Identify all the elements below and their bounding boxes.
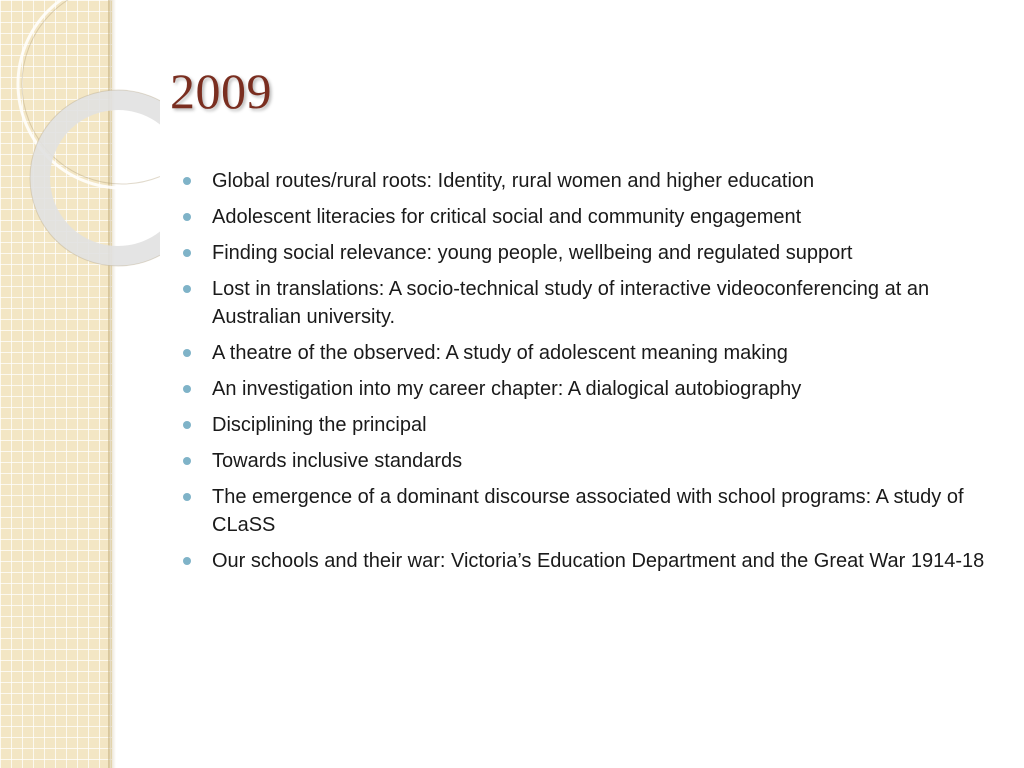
bullet-text: Finding social relevance: young people, wellbeing and regulated support <box>212 242 853 264</box>
list-item <box>180 167 1000 195</box>
bullet-icon <box>183 213 191 221</box>
list-item <box>180 411 1000 439</box>
list-item <box>180 203 1000 231</box>
list-item <box>180 275 1000 331</box>
bullet-text: The emergence of a dominant discourse associated with school programs: A study of CLaSS <box>212 486 964 536</box>
bullet-icon <box>183 457 191 465</box>
bullet-text: An investigation into my career chapter: A dialogical autobiography <box>212 378 802 400</box>
bullet-icon <box>183 493 191 501</box>
bullet-icon <box>183 177 191 185</box>
bullet-text: Global routes/rural roots: Identity, rural women and higher education <box>212 170 815 192</box>
bullet-list <box>180 167 1000 583</box>
bullet-text: Disciplining the principal <box>212 414 427 436</box>
bullet-text: Adolescent literacies for critical social and community engagement <box>212 206 802 228</box>
bullet-icon <box>183 557 191 565</box>
bullet-icon <box>183 285 191 293</box>
list-item <box>180 239 1000 267</box>
bullet-icon <box>183 349 191 357</box>
list-item <box>180 447 1000 475</box>
bullet-icon <box>183 385 191 393</box>
list-item <box>180 339 1000 367</box>
list-item <box>180 375 1000 403</box>
list-item <box>180 483 1000 539</box>
bullet-text: Lost in translations: A socio-technical study of interactive videoconferencing at an Australian university. <box>212 278 930 328</box>
slide-title: 2009 <box>170 63 272 119</box>
bullet-text: A theatre of the observed: A study of adolescent meaning making <box>212 342 788 364</box>
bullet-icon <box>183 249 191 257</box>
list-item <box>180 547 1000 575</box>
decorative-rings-icon <box>0 0 160 280</box>
bullet-text: Towards inclusive standards <box>212 450 463 472</box>
bullet-icon <box>183 421 191 429</box>
bullet-text: Our schools and their war: Victoria’s Education Department and the Great War 1914-18 <box>212 550 985 572</box>
